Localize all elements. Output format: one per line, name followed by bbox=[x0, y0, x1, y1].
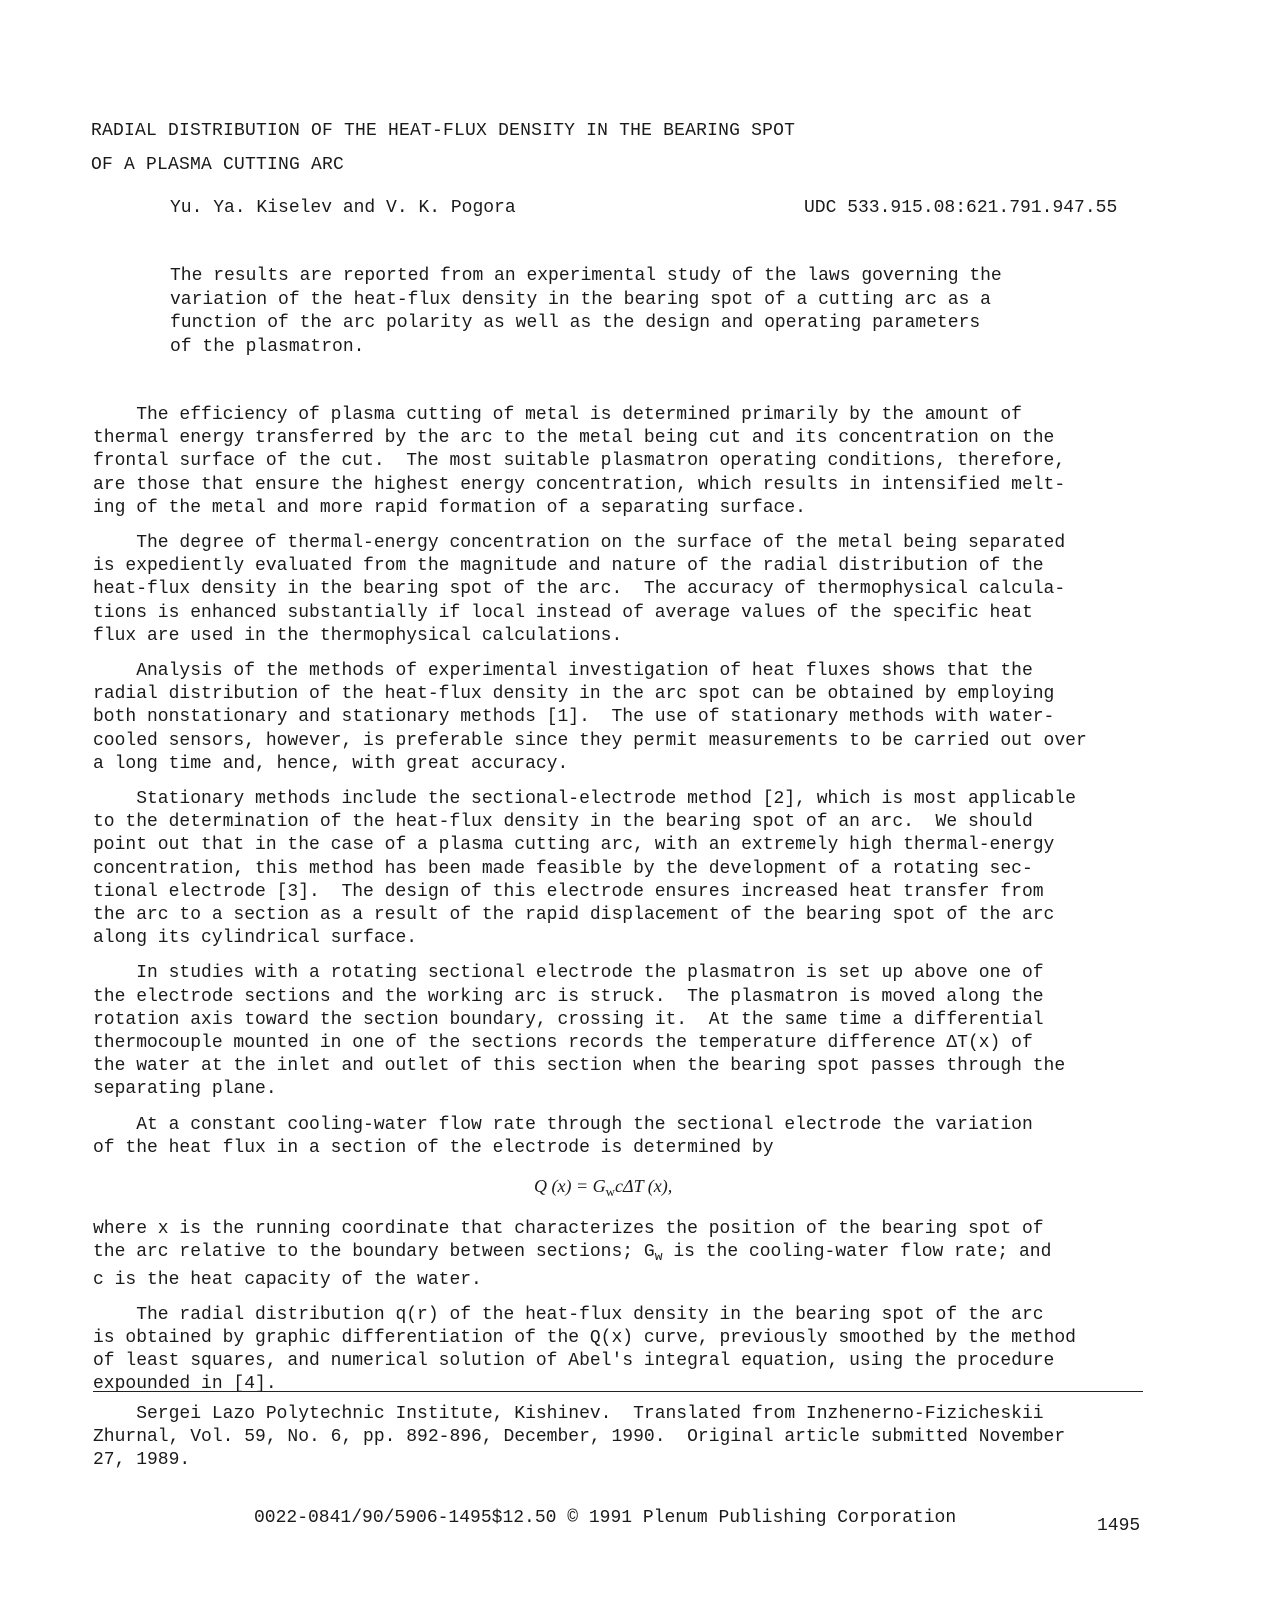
abstract-line: The results are reported from an experimental study of the laws governing the bbox=[170, 266, 1002, 286]
paragraph-2 bbox=[93, 532, 1153, 648]
text-segment: the arc relative to the boundary between sections; G bbox=[93, 1242, 655, 1263]
paragraph-4 bbox=[93, 788, 1153, 950]
equation-subscript: w bbox=[605, 1184, 616, 1200]
text-line: tions is enhanced substantially if local instead of average values of the specific heat bbox=[93, 602, 1033, 623]
text-line: Stationary methods include the sectional-electrode method [2], which is most applicable bbox=[93, 789, 1076, 810]
equation-rhs: cΔT (x), bbox=[615, 1176, 673, 1197]
heat-flux-equation bbox=[93, 1174, 1153, 1204]
text-line: flux are used in the thermophysical calculations. bbox=[93, 625, 623, 646]
paragraph-8 bbox=[93, 1304, 1153, 1397]
text-line: point out that in the case of a plasma cutting arc, with an extremely high thermal-energy bbox=[93, 835, 1055, 856]
text-line: is expediently evaluated from the magnitude and nature of the radial distribution of the bbox=[93, 556, 1044, 577]
text-line: radial distribution of the heat-flux density in the arc spot can be obtained by employing bbox=[93, 684, 1055, 705]
paragraph-3 bbox=[93, 660, 1153, 776]
text-line: are those that ensure the highest energy concentration, which results in intensified melt- bbox=[93, 474, 1066, 495]
flow-rate-subscript: w bbox=[654, 1249, 663, 1265]
text-line: concentration, this method has been made feasible by the development of a rotating sec- bbox=[93, 858, 1033, 879]
text-line: separating plane. bbox=[93, 1079, 277, 1100]
text-line: to the determination of the heat-flux density in the bearing spot of an arc. We should bbox=[93, 812, 1033, 833]
text-segment: is the cooling-water flow rate; and bbox=[662, 1242, 1052, 1263]
footnote-line: 27, 1989. bbox=[93, 1450, 191, 1471]
text-line: both nonstationary and stationary methods [1]. The use of stationary methods with water- bbox=[93, 707, 1055, 728]
paragraph-1 bbox=[93, 404, 1153, 520]
footnote-line: Sergei Lazo Polytechnic Institute, Kishinev. Translated from Inzhenerno-Fizicheskii bbox=[93, 1404, 1044, 1424]
text-line: thermocouple mounted in one of the sections records the temperature difference ΔT(x) of bbox=[93, 1033, 1033, 1054]
abstract bbox=[170, 265, 1070, 359]
text-line: along its cylindrical surface. bbox=[93, 928, 418, 949]
text-line: heat-flux density in the bearing spot of the arc. The accuracy of thermophysical calcula- bbox=[93, 579, 1066, 600]
footnote-divider bbox=[93, 1391, 1143, 1392]
text-line-with-subscript bbox=[93, 1241, 1153, 1268]
text-line: Analysis of the methods of experimental investigation of heat fluxes shows that the bbox=[93, 661, 1033, 682]
text-line: of least squares, and numerical solution of Abel's integral equation, using the procedure bbox=[93, 1351, 1055, 1372]
paragraph-7 bbox=[93, 1218, 1153, 1292]
text-line: where x is the running coordinate that characterizes the position of the bearing spot of bbox=[93, 1219, 1044, 1240]
text-line: c is the heat capacity of the water. bbox=[93, 1269, 482, 1290]
text-line: expounded in [4]. bbox=[93, 1374, 277, 1395]
text-line: rotation axis toward the section boundary, crossing it. At the same time a differential bbox=[93, 1009, 1044, 1030]
abstract-line: variation of the heat-flux density in the bearing spot of a cutting arc as a bbox=[170, 289, 991, 310]
abstract-line: function of the arc polarity as well as the design and operating parameters bbox=[170, 313, 981, 333]
copyright-line: 0022-0841/90/5906-1495$12.50 © 1991 Plenum Publishing Corporation bbox=[254, 1508, 957, 1528]
text-line: is obtained by graphic differentiation of the Q(x) curve, previously smoothed by the method bbox=[93, 1327, 1076, 1348]
text-line: cooled sensors, however, is preferable since they permit measurements to be carried out over bbox=[93, 730, 1087, 751]
text-line: tional electrode [3]. The design of this electrode ensures increased heat transfer from bbox=[93, 881, 1044, 902]
udc-code: UDC 533.915.08:621.791.947.55 bbox=[804, 198, 1118, 218]
text-line: a long time and, hence, with great accuracy. bbox=[93, 753, 569, 774]
text-line: the water at the inlet and outlet of this section when the bearing spot passes through the bbox=[93, 1056, 1066, 1077]
abstract-line: of the plasmatron. bbox=[170, 336, 365, 357]
text-line: In studies with a rotating sectional electrode the plasmatron is set up above one of bbox=[93, 963, 1044, 984]
page-number: 1495 bbox=[1097, 1516, 1141, 1536]
article-title bbox=[91, 114, 795, 182]
footnote-line: Zhurnal, Vol. 59, No. 6, pp. 892-896, December, 1990. Original article submitted November bbox=[93, 1427, 1066, 1448]
text-line: the electrode sections and the working arc is struck. The plasmatron is moved along the bbox=[93, 986, 1044, 1007]
title-line-1: RADIAL DISTRIBUTION OF THE HEAT-FLUX DENSITY IN THE BEARING SPOT bbox=[91, 121, 796, 141]
article-body bbox=[93, 404, 1153, 1409]
text-line: At a constant cooling-water flow rate through the sectional electrode the variation bbox=[93, 1114, 1033, 1135]
footnote bbox=[93, 1403, 1153, 1473]
title-line-2: OF A PLASMA CUTTING ARC bbox=[91, 155, 345, 175]
text-line: The radial distribution q(r) of the heat-flux density in the bearing spot of the arc bbox=[93, 1304, 1044, 1325]
text-line: The efficiency of plasma cutting of metal is determined primarily by the amount of bbox=[93, 405, 1022, 425]
text-line: of the heat flux in a section of the electrode is determined by bbox=[93, 1137, 774, 1158]
paragraph-5 bbox=[93, 962, 1153, 1101]
equation-lhs: Q (x) = G bbox=[534, 1176, 606, 1197]
authors: Yu. Ya. Kiselev and V. K. Pogora bbox=[170, 198, 516, 218]
text-line: The degree of thermal-energy concentration on the surface of the metal being separated bbox=[93, 533, 1066, 554]
text-line: the arc to a section as a result of the rapid displacement of the bearing spot of the arc bbox=[93, 905, 1055, 926]
text-line: ing of the metal and more rapid formation of a separating surface. bbox=[93, 497, 806, 518]
text-line: thermal energy transferred by the arc to the metal being cut and its concentration on the bbox=[93, 428, 1055, 449]
text-line: frontal surface of the cut. The most suitable plasmatron operating conditions, therefore, bbox=[93, 451, 1066, 472]
paragraph-6 bbox=[93, 1114, 1153, 1160]
